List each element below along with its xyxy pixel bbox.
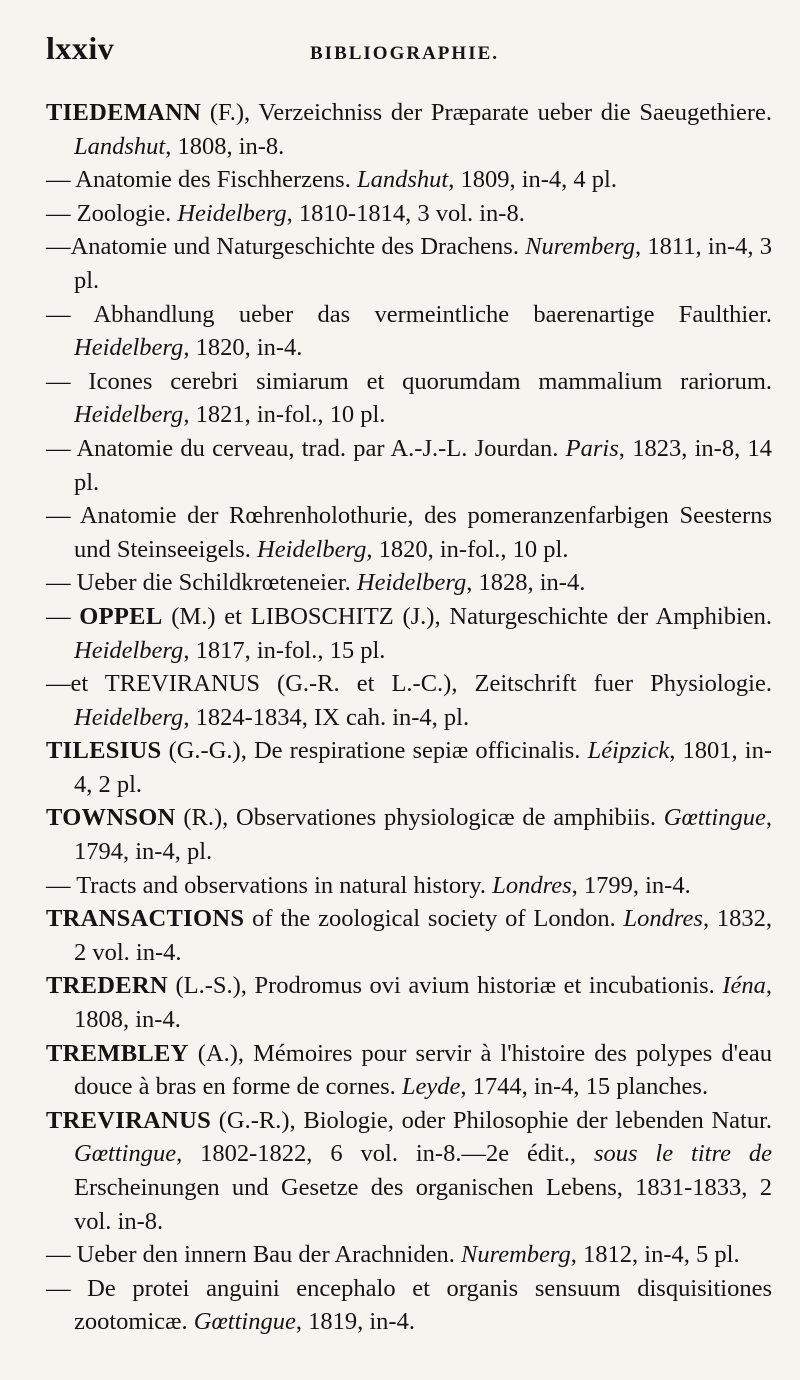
entry-place: Heidelberg bbox=[74, 334, 184, 362]
entry-place: Léipzick bbox=[587, 737, 670, 765]
entry-place: Heidelberg bbox=[74, 636, 184, 664]
bibliography-entry: — OPPEL (M.) et LIBOSCHITZ (J.), Naturgeschichte der Amphibien. Heidelberg, 1817, in-fol., 15 pl. bbox=[46, 602, 772, 664]
entry-place: Londres bbox=[492, 871, 572, 899]
entry-place: Paris bbox=[565, 434, 619, 462]
entry-author: TILESIUS bbox=[46, 737, 162, 765]
bibliography-entry: TREMBLEY (A.), Mémoires pour servir à l'histoire des polypes d'eau douce à bras en forme de cornes. Leyde, 1744, in-4, 15 planches. bbox=[46, 1039, 772, 1101]
entry-place: Heidelberg bbox=[74, 703, 184, 731]
bibliography-entry: — Icones cerebri simiarum et quorumdam mammalium rariorum. Heidelberg, 1821, in-fol., 10 pl. bbox=[46, 367, 773, 429]
entry-place: Gœttingue bbox=[663, 804, 766, 832]
bibliography-entry: —et TREVIRANUS (G.-R. et L.-C.), Zeitschrift fuer Physiologie. Heidelberg, 1824-1834, IX cah. in-4, pl. bbox=[46, 670, 772, 731]
entry-author: TOWNSON bbox=[46, 804, 176, 832]
bibliography-entry: TREVIRANUS (G.-R.), Biologie, oder Philosophie der lebenden Natur. Gœttingue, 1802-1822, 6 vol. in-8.—2e édit., sous le titre de Erscheinungen und Gesetze des organischen Lebens, 1831-1833, 2 vol. in-8. bbox=[46, 1106, 773, 1235]
bibliography-entry: — Ueber den innern Bau der Arachniden. Nuremberg, 1812, in-4, 5 pl. bbox=[46, 1241, 740, 1269]
bibliography-entry: — Anatomie des Fischherzens. Landshut, 1809, in-4, 4 pl. bbox=[46, 166, 617, 194]
bibliography-entry: TILESIUS (G.-G.), De respiratione sepiæ officinalis. Léipzick, 1801, in-4, 2 pl. bbox=[46, 737, 772, 798]
entry-author: TIEDEMANN bbox=[46, 99, 202, 126]
page-number: lxxiv bbox=[46, 30, 115, 66]
bibliography-entry: — De protei anguini encephalo et organis sensuum disquisitiones zootomicæ. Gœttingue, 1819, in-4. bbox=[46, 1274, 772, 1336]
running-title: BIBLIOGRAPHIE. bbox=[310, 43, 500, 64]
entry-place: Nuremberg bbox=[525, 233, 636, 261]
entry-place: Iéna bbox=[722, 972, 766, 1000]
bibliography-entry: — Abhandlung ueber das vermeintliche baerenartige Faulthier. Heidelberg, 1820, in-4. bbox=[46, 300, 772, 362]
entry-author: TREDERN bbox=[46, 972, 168, 1000]
entry-place: Heidelberg bbox=[356, 569, 467, 597]
entry-place: Gœttingue bbox=[74, 1140, 177, 1168]
entry-note: sous le titre de bbox=[593, 1140, 773, 1168]
bibliography-entry: TIEDEMANN (F.), Verzeichniss der Præparate ueber die Saeugethiere. Landshut, 1808, in-8. bbox=[46, 99, 772, 160]
bibliography-entry: TRANSACTIONS of the zoological society of London. Londres, 1832, 2 vol. in-4. bbox=[46, 905, 772, 966]
bibliography-entry: TREDERN (L.-S.), Prodromus ovi avium historiæ et incubationis. Iéna, 1808, in-4. bbox=[46, 972, 772, 1034]
entry-author: TRANSACTIONS bbox=[46, 905, 245, 933]
bibliography-entry: — Ueber die Schildkrœteneier. Heidelberg, 1828, in-4. bbox=[46, 569, 586, 597]
entry-place: Heidelberg bbox=[177, 199, 287, 227]
entry-place: Leyde bbox=[401, 1073, 461, 1101]
entry-place: Landshut bbox=[356, 166, 449, 194]
entry-place: Heidelberg bbox=[257, 535, 367, 563]
page-header bbox=[46, 30, 772, 82]
bibliography-list bbox=[46, 96, 772, 1339]
entry-author: OPPEL bbox=[79, 602, 163, 630]
bibliography-entry: —Anatomie und Naturgeschichte des Drachens. Nuremberg, 1811, in-4, 3 pl. bbox=[46, 233, 772, 294]
bibliography-entry: — Anatomie der Rœhrenholothurie, des pomeranzenfarbigen Seesterns und Steinseeigels. Heidelberg, 1820, in-fol., 10 pl. bbox=[46, 502, 772, 563]
bibliography-entry: — Anatomie du cerveau, trad. par A.-J.-L. Jourdan. Paris, 1823, in-8, 14 pl. bbox=[46, 434, 773, 496]
entry-place: Gœttingue bbox=[193, 1308, 296, 1336]
entry-author: TREMBLEY bbox=[46, 1039, 189, 1067]
entry-author: TREVIRANUS bbox=[46, 1106, 212, 1134]
entry-place: Landshut bbox=[74, 132, 166, 160]
bibliography-entry: TOWNSON (R.), Observationes physiologicæ de amphibiis. Gœttingue, 1794, in-4, pl. bbox=[46, 804, 772, 866]
entry-place: Nuremberg bbox=[461, 1241, 571, 1269]
entry-place: Londres bbox=[623, 905, 703, 933]
bibliography-entry: — Tracts and observations in natural history. Londres, 1799, in-4. bbox=[46, 871, 691, 899]
bibliography-entry: — Zoologie. Heidelberg, 1810-1814, 3 vol. in-8. bbox=[46, 199, 525, 227]
entry-place: Heidelberg bbox=[74, 401, 184, 429]
